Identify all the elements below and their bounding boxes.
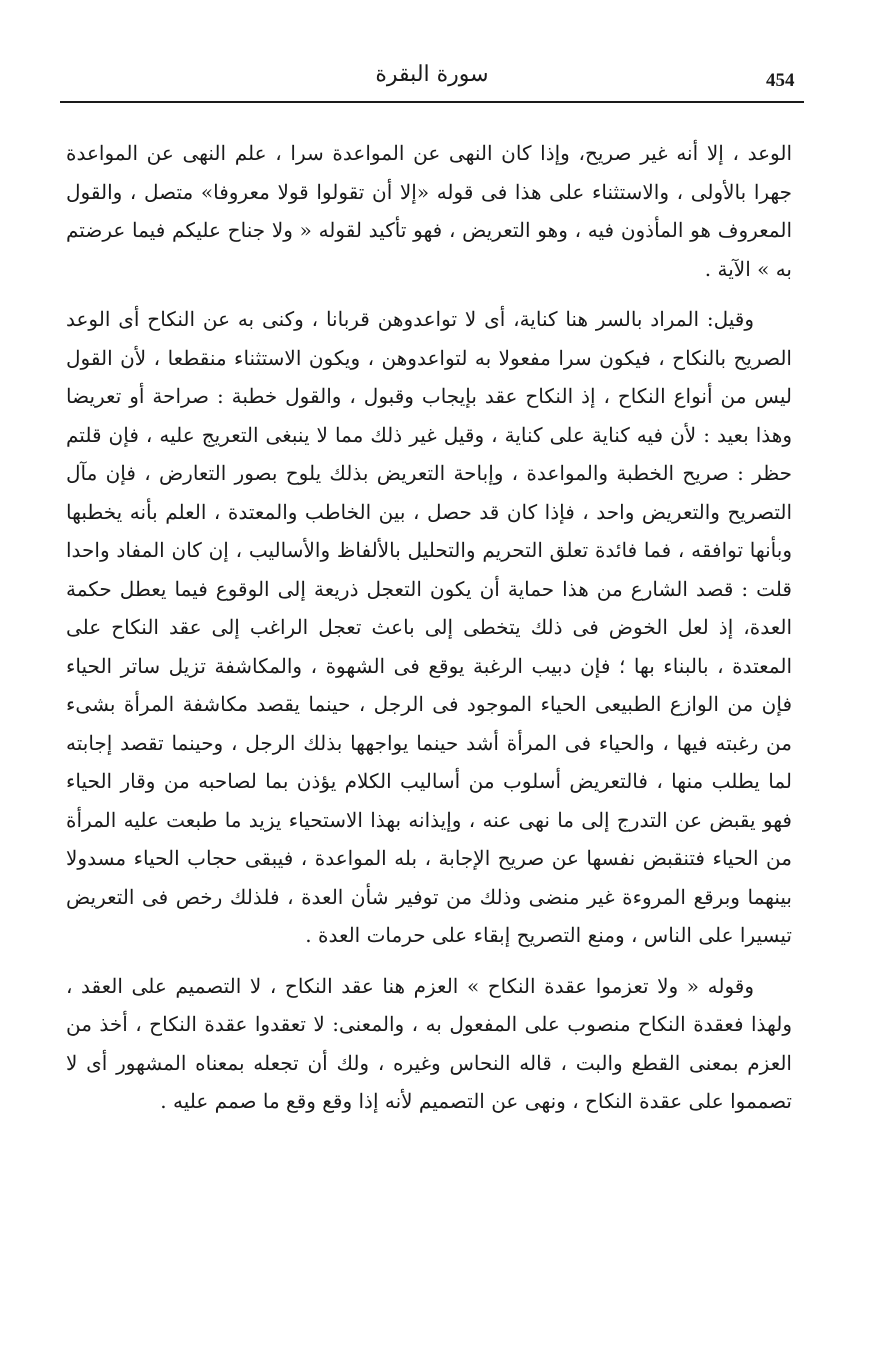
paragraph-1: الوعد ، إلا أنه غير صريح، وإذا كان النهى عن المواعدة سرا ، علم النهى عن المواعدة جهرا بالأولى ، والاستثناء على هذا فى قوله «إلا أن تقولوا قولا معروفا» متصل ، والقول المعروف هو المأذون فيه ، وهو التعريض ، فهو تأكيد لقوله « ولا جناح عليكم فيما عرضتم به » الآية . xyxy=(66,141,792,281)
header-rule xyxy=(60,101,804,103)
paragraph-2: وقيل: المراد بالسر هنا كناية، أى لا تواعدوهن قربانا ، وكنى به عن النكاح أى الوعد الصريح بالنكاح ، فيكون سرا مفعولا به لتواعدوهن ، ويكون الاستثناء منقطعا ، لأن القول ليس من أنواع النكاح ، إذ النكاح عقد بإيجاب وقبول ، والقول خطبة : صراحة أو تعريضا وهذا بعيد : لأن فيه كناية على كناية ، وقيل غير ذلك مما لا ينبغى التعريج عليه ، فإن قلتم حظر : صريح الخطبة والمواعدة ، وإباحة التعريض بذلك يلوح بصور التعارض ، فإن مآل التصريح والتعريض واحد ، فإذا كان قد حصل ، بين الخاطب والمعتدة ، العلم بأنه يخطبها وبأنها توافقه ، فما فائدة تعلق التحريم والتحليل بالألفاظ والأساليب ، إن كان المفاد واحدا قلت : قصد الشارع من هذا حماية أن يكون التعجل ذريعة إلى الوقوع فيما يعطل حكمة العدة، إذ لعل الخوض فى ذلك يتخطى إلى باعث تعجل الراغب إلى عقد النكاح على المعتدة ، بالبناء بها ؛ فإن دبيب الرغبة يوقع فى الشهوة ، والمكاشفة تزيل ساتر الحياء فإن من الوازع الطبيعى الحياء الموجود فى الرجل ، حينما يقصد مكاشفة المرأة بشىء من رغبته فيها ، والحياء فى المرأة أشد حينما يواجهها بذلك الرجل ، وحينما تقصد إجابته لما يطلب منها ، فالتعريض أسلوب من أساليب الكلام يؤذن بما لصاحبه من وقار الحياء فهو يقبض عن التدرج إلى ما نهى عنه ، وإيذانه بهذا الاستحياء يزيد ما طبعت عليه المرأة من الحياء فتنقبض نفسها عن صريح الإجابة ، بله المواعدة ، فيبقى حجاب الحياء مسدولا بينهما وبرقع المروءة غير منضى وذلك من توفير شأن العدة ، فلذلك رخص فى التعريض تيسيرا على الناس ، ومنع التصريح إبقاء على حرمات العدة . xyxy=(66,307,793,947)
page-number: 454 xyxy=(766,70,795,91)
paragraph-3: وقوله « ولا تعزموا عقدة النكاح » العزم هنا عقد النكاح ، لا التصميم على العقد ، ولهذا فعقدة النكاح منصوب على المفعول به ، والمعنى: لا تعقدوا عقدة النكاح ، أخذ من العزم بمعنى القطع والبت ، قاله النحاس وغيره ، ولك أن تجعله بمعناه المشهور أى لا تصمموا على عقدة النكاح ، ونهى عن التصميم لأنه إذا وقع وقع ما صمم عليه . xyxy=(66,973,792,1113)
page-header xyxy=(60,56,804,100)
running-title: سورة البقرة xyxy=(375,62,489,87)
page-body xyxy=(66,134,792,1133)
